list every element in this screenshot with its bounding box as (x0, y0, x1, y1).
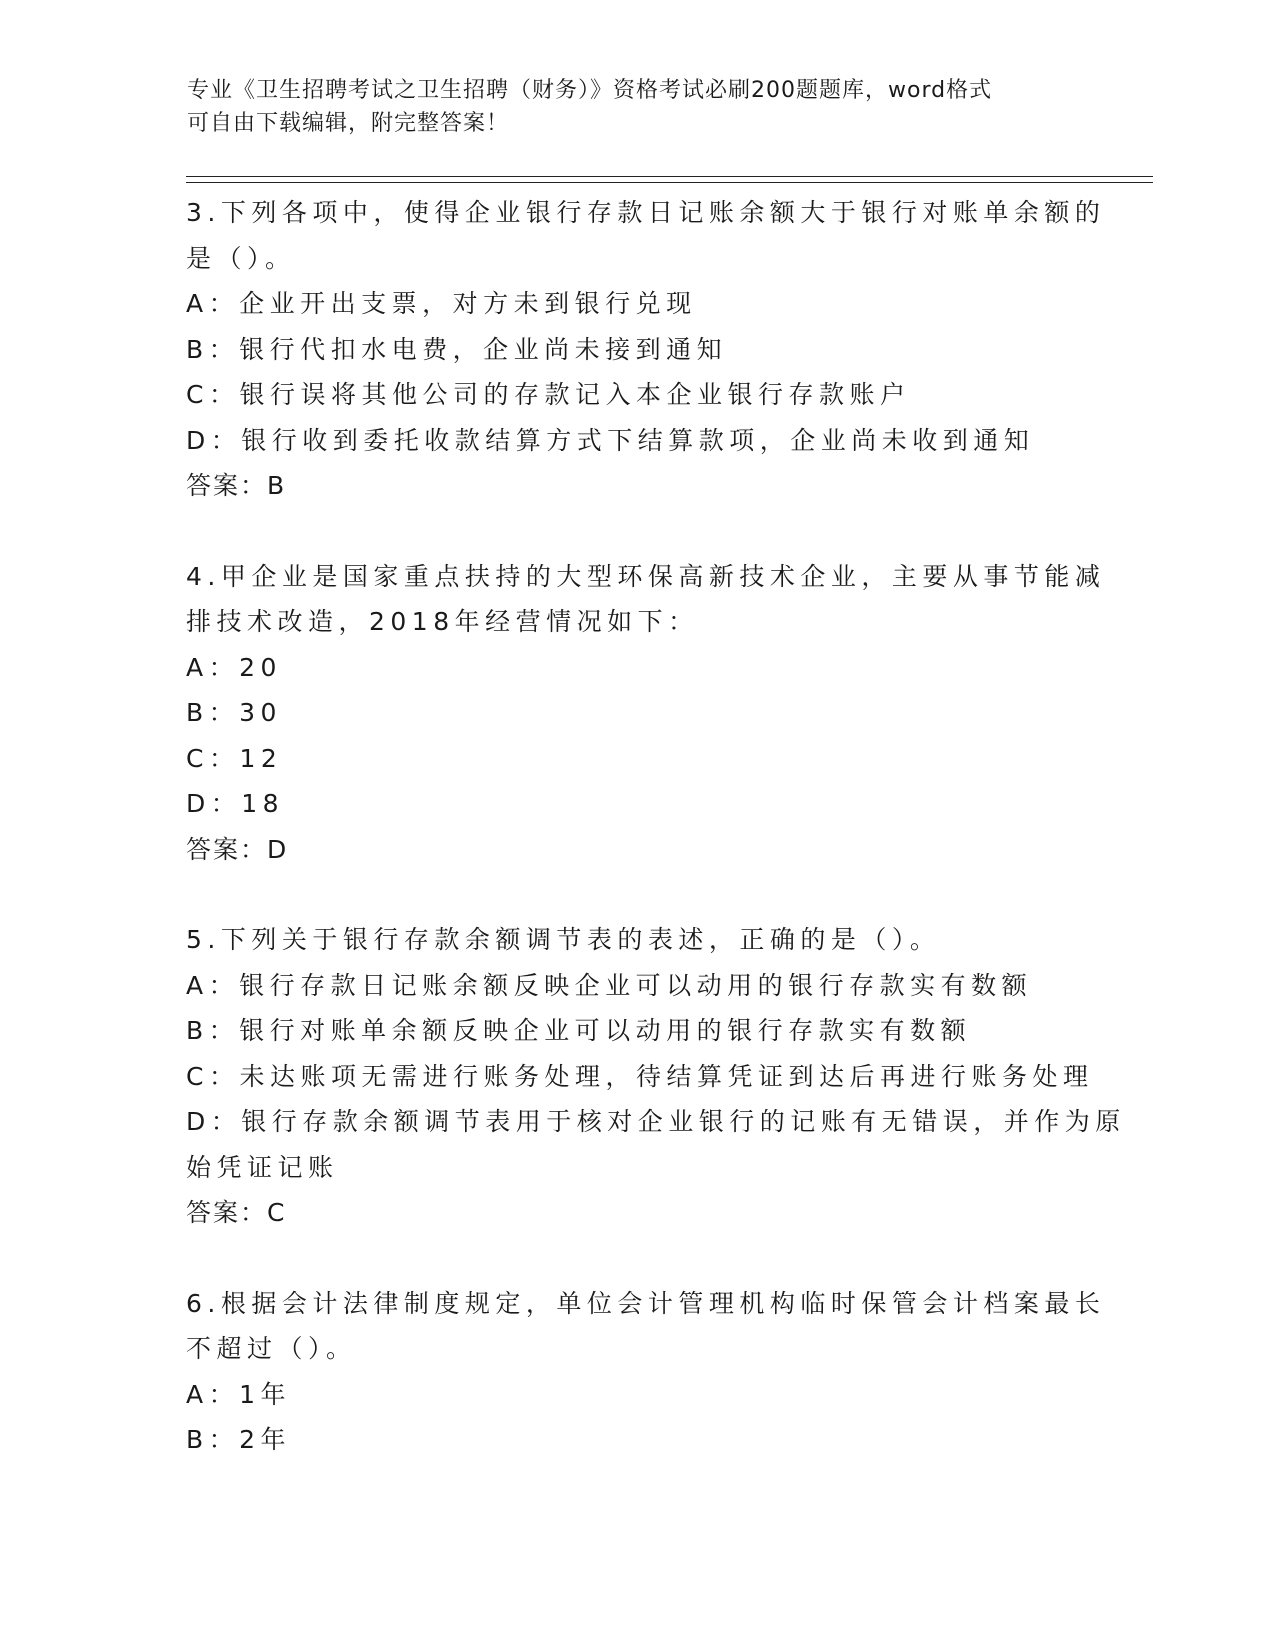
answer-option: A：20 (186, 652, 282, 682)
answer-option: B：银行对账单余额反映企业可以动用的银行存款实有数额 (186, 1016, 972, 1045)
answer-label: 答案： (186, 471, 268, 500)
answer-option: B：30 (186, 698, 282, 727)
answer-option: D：18 (186, 789, 285, 818)
answer-option: B：2年 (186, 1425, 292, 1454)
answer-option: C：12 (186, 743, 283, 773)
answer-label: 答案： (186, 834, 268, 864)
header-line-1: 专业《卫生招聘考试之卫生招聘（财务）》资格考试必刷200题题库，word格式 (187, 78, 993, 103)
answer-value: B (267, 471, 286, 500)
answer-label: 答案： (186, 1198, 268, 1227)
answer-option: C：银行误将其他公司的存款记入本企业银行存款账户 (186, 380, 911, 409)
answer-value: D (267, 834, 288, 864)
answer-option: A：银行存款日记账余额反映企业可以动用的银行存款实有数额 (186, 970, 1033, 1000)
answer-option: B：银行代扣水电费，企业尚未接到通知 (186, 334, 728, 364)
answer-option: D：银行收到委托收款结算方式下结算款项，企业尚未收到通知 (186, 425, 1035, 455)
question-stem: 不超过（）。 (186, 1334, 357, 1363)
question-block (186, 1281, 1106, 1463)
header-divider-top (186, 176, 1153, 177)
question-list (186, 190, 1126, 1508)
header-divider-bottom (186, 182, 1153, 183)
question-block (186, 190, 1106, 509)
question-stem: 排技术改造，2018年经营情况如下： (186, 607, 699, 636)
correct-answer (186, 827, 1086, 873)
answer-option: 始凭证记账 (186, 1152, 339, 1182)
answer-option: A：企业开出支票，对方未到银行兑现 (186, 289, 697, 318)
document-header (187, 74, 1067, 140)
answer-option: A：1年 (186, 1379, 292, 1409)
answer-option: D：银行存款余额调节表用于核对企业银行的记账有无错误，并作为原 (186, 1107, 1126, 1136)
question-block (186, 554, 1106, 873)
question-stem: 5.下列关于银行存款余额调节表的表述，正确的是（）。 (186, 925, 941, 954)
correct-answer (186, 1190, 1086, 1236)
question-stem: 是（）。 (186, 243, 296, 273)
question-stem: 3.下列各项中，使得企业银行存款日记账余额大于银行对账单余额的 (186, 198, 1106, 227)
answer-value: C (267, 1198, 286, 1227)
answer-option: C：未达账项无需进行账务处理，待结算凭证到达后再进行账务处理 (186, 1061, 1094, 1091)
correct-answer (186, 463, 1086, 509)
question-block (186, 917, 1126, 1236)
question-stem: 6.根据会计法律制度规定，单位会计管理机构临时保管会计档案最长 (186, 1288, 1106, 1318)
question-stem: 4.甲企业是国家重点扶持的大型环保高新技术企业，主要从事节能减 (186, 561, 1106, 591)
header-line-2: 可自由下载编辑，附完整答案！ (187, 111, 510, 136)
